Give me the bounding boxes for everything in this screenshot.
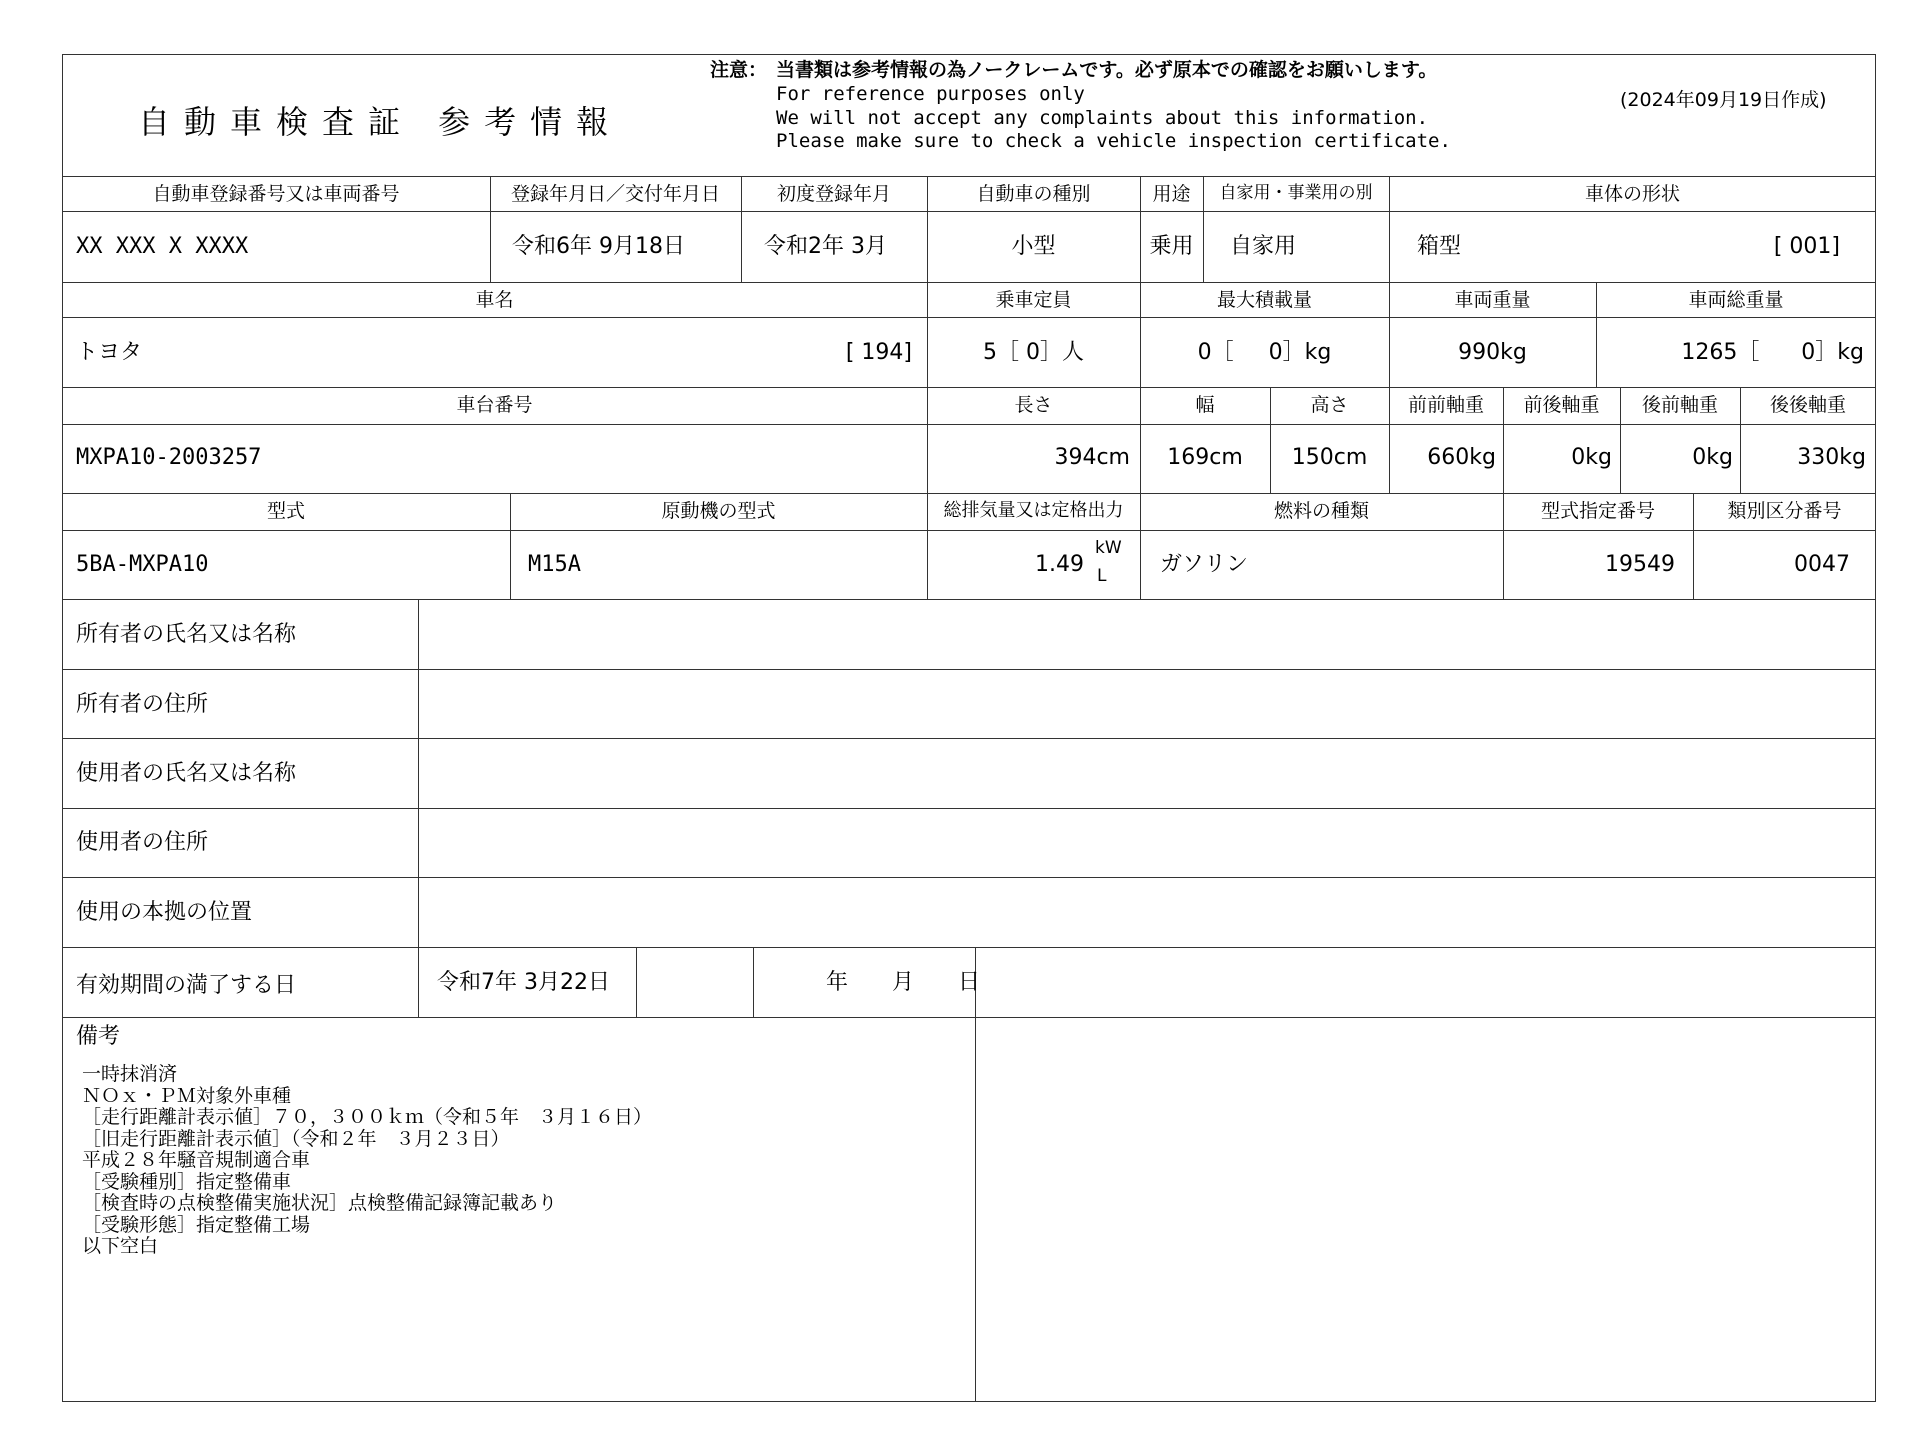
height: 150cm: [1291, 445, 1368, 470]
english-notice-1: For reference purposes only: [776, 83, 1085, 105]
owner-name-label: 所有者の氏名又は名称: [76, 622, 297, 647]
header-height: 高さ: [1310, 394, 1349, 416]
rule: [62, 317, 1876, 318]
rule: [62, 1017, 1876, 1018]
vehicle-name-code: [ 194]: [845, 340, 912, 365]
header-model: 型式: [266, 500, 305, 522]
rule: [62, 282, 1876, 283]
rule: [62, 211, 1876, 212]
rule: [975, 947, 976, 1402]
header-usage: 用途: [1152, 183, 1191, 205]
base-location-label: 使用の本拠の位置: [76, 900, 253, 925]
vehicle-weight: 990kg: [1458, 340, 1527, 365]
english-notice-3: Please make sure to check a vehicle inspection certificate.: [776, 130, 1451, 152]
header-registration-date: 登録年月日／交付年月日: [510, 183, 720, 205]
rule: [62, 176, 1876, 177]
header-max-load: 最大積載量: [1216, 289, 1312, 311]
notice-text: 当書類は参考情報の為ノークレームです。必ず原本での確認をお願いします。: [776, 59, 1438, 81]
header-vehicle-name: 車名: [475, 289, 514, 311]
rule: [62, 424, 1876, 425]
body-shape: 箱型: [1417, 234, 1462, 259]
user-address-label: 使用者の住所: [76, 830, 209, 855]
header-fuel: 燃料の種類: [1273, 500, 1369, 522]
header-first-registration: 初度登録年月: [776, 183, 891, 205]
gross-weight: 1265［ 0］kg: [1681, 340, 1864, 365]
model: 5BA-MXPA10: [76, 552, 209, 577]
created-date: (2024年09月19日作成): [1620, 89, 1827, 111]
type-designation: 19549: [1605, 552, 1675, 577]
header-registration-number: 自動車登録番号又は車両番号: [152, 183, 400, 205]
rr-axle: 330kg: [1797, 445, 1866, 470]
header-engine-model: 原動機の型式: [661, 500, 776, 522]
expiry-date: 令和7年 3月22日: [437, 970, 610, 995]
unit-liter: L: [1097, 566, 1107, 586]
chassis-number: MXPA10-2003257: [76, 445, 262, 470]
header-length: 長さ: [1014, 394, 1053, 416]
fr-axle: 0kg: [1571, 445, 1612, 470]
classification: 0047: [1794, 552, 1850, 577]
remarks-text: 一時抹消済 ＮＯｘ・ＰＭ対象外車種 ［走行距離計表示値］７０，３００ｋｍ（令和５年 ３月１６日） ［旧走行距離計表示値］（令和２年 ３月２３日） 平成２８年騒音規制適合車 ［受験種別］指定整備車 ［検査時の点検整備実施状況］点検整備記録簿記載あり ［受験形態］指定整備工場 以下空白: [82, 1063, 653, 1257]
page-title: 自動車検査証 参考情報: [138, 103, 623, 141]
header-width: 幅: [1195, 394, 1215, 416]
expiry-ymd: 年 月 日: [826, 970, 981, 995]
rule: [62, 669, 1876, 670]
header-classification: 類別区分番号: [1727, 500, 1842, 522]
header-vehicle-weight: 車両重量: [1454, 289, 1531, 311]
registration-date: 令和6年 9月18日: [512, 234, 685, 259]
english-notice-2: We will not accept any complaints about this information.: [776, 107, 1429, 129]
rule: [62, 387, 1876, 388]
header-displacement: 総排気量又は定格出力: [943, 500, 1124, 521]
ff-axle: 660kg: [1427, 445, 1496, 470]
header-body-shape: 車体の形状: [1584, 183, 1680, 205]
notice-label: 注意：: [710, 59, 768, 81]
header-private-business: 自家用・事業用の別: [1219, 183, 1373, 203]
header-vehicle-type: 自動車の種別: [976, 183, 1091, 205]
rule: [62, 493, 1876, 494]
vehicle-name: トヨタ: [76, 340, 143, 365]
header-ff-axle: 前前軸重: [1407, 394, 1484, 416]
private-business: 自家用: [1230, 234, 1297, 259]
vehicle-type: 小型: [1011, 234, 1056, 259]
body-shape-code: [ 001]: [1773, 234, 1840, 259]
fuel-type: ガソリン: [1160, 552, 1249, 577]
capacity: 5［ 0］人: [983, 340, 1084, 365]
remarks-label: 備考: [76, 1024, 121, 1049]
header-chassis-number: 車台番号: [456, 394, 533, 416]
rule: [62, 738, 1876, 739]
rule: [62, 530, 1876, 531]
rule: [62, 808, 1876, 809]
header-fr-axle: 前後軸重: [1523, 394, 1600, 416]
rule: [753, 947, 754, 1017]
max-load: 0［ 0］kg: [1197, 340, 1332, 365]
header-gross-weight: 車両総重量: [1688, 289, 1784, 311]
engine-model: M15A: [528, 552, 581, 577]
expiry-label: 有効期間の満了する日: [76, 973, 297, 998]
header-rf-axle: 後前軸重: [1641, 394, 1718, 416]
rule: [62, 877, 1876, 878]
rule: [62, 947, 1876, 948]
user-name-label: 使用者の氏名又は名称: [76, 761, 297, 786]
header-type-designation: 型式指定番号: [1540, 500, 1655, 522]
usage: 乗用: [1149, 234, 1194, 259]
rule: [62, 599, 1876, 600]
displacement: 1.49: [1035, 552, 1084, 577]
header-rr-axle: 後後軸重: [1769, 394, 1846, 416]
header-capacity: 乗車定員: [995, 289, 1072, 311]
first-registration: 令和2年 3月: [764, 234, 887, 259]
unit-kw: kW: [1095, 538, 1122, 558]
length: 394cm: [1054, 445, 1130, 470]
owner-address-label: 所有者の住所: [76, 692, 209, 717]
rf-axle: 0kg: [1692, 445, 1733, 470]
rule: [418, 599, 419, 1017]
registration-number: XX XXX X XXXX: [76, 234, 249, 259]
width: 169cm: [1167, 445, 1243, 470]
rule: [636, 947, 637, 1017]
